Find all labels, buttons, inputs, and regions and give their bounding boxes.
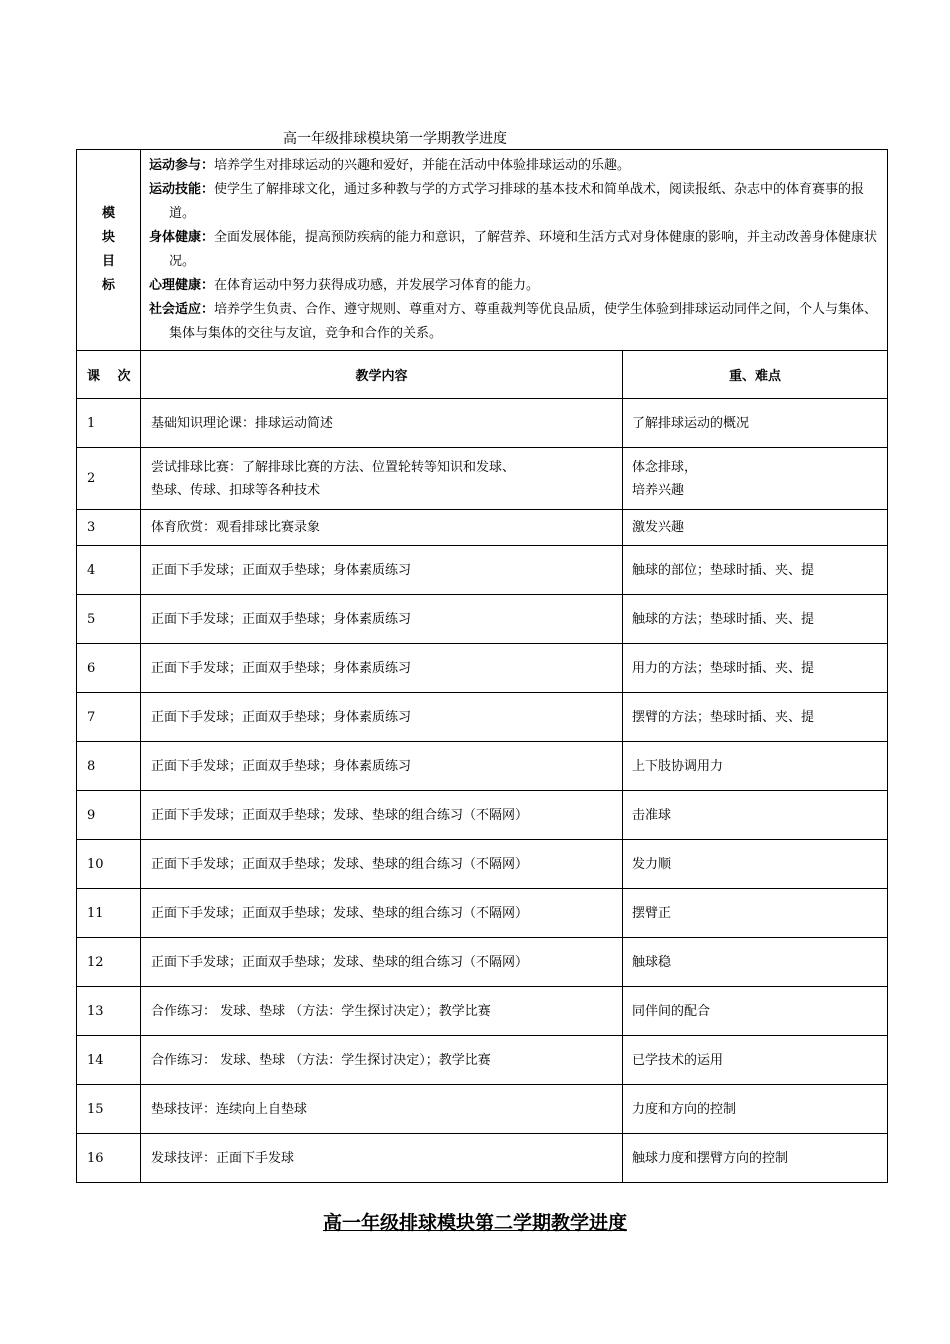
lesson-key-points: 力度和方向的控制 bbox=[623, 1085, 888, 1134]
lesson-key-points: 摆臂正 bbox=[623, 889, 888, 938]
lesson-key-points: 触球力度和摆臂方向的控制 bbox=[623, 1134, 888, 1183]
lesson-content: 正面下手发球；正面双手垫球；发球、垫球的组合练习（不隔网） bbox=[141, 840, 623, 889]
semester1-title: 高一年级排球模块第一学期教学进度 bbox=[283, 131, 507, 147]
lesson-number: 9 bbox=[77, 791, 141, 840]
lesson-key-points: 激发兴趣 bbox=[623, 510, 888, 546]
goal-label-char: 目 bbox=[101, 254, 115, 269]
lesson-number: 1 bbox=[77, 399, 141, 448]
lesson-number: 15 bbox=[77, 1085, 141, 1134]
goal-label: 运动参与： bbox=[149, 158, 215, 173]
lesson-key-points: 了解排球运动的概况 bbox=[623, 399, 888, 448]
goal-label-char: 块 bbox=[101, 230, 115, 245]
lesson-content: 正面下手发球；正面双手垫球；发球、垫球的组合练习（不隔网） bbox=[141, 791, 623, 840]
table-row bbox=[77, 840, 888, 889]
table-row bbox=[77, 399, 888, 448]
lesson-number: 11 bbox=[77, 889, 141, 938]
goal-text: 培养学生对排球运动的兴趣和爱好，并能在活动中体验排球运动的乐趣。 bbox=[214, 158, 631, 173]
lesson-key-points: 触球的方法；垫球时插、夹、提 bbox=[623, 595, 888, 644]
goal-label-char: 标 bbox=[101, 278, 115, 293]
goal-text: 使学生了解排球文化，通过多种教与学的方式学习排球的基本技术和简单战术，阅读报纸、杂志中的体育赛事的报道。 bbox=[169, 182, 865, 221]
lesson-number: 2 bbox=[77, 448, 141, 510]
lesson-content: 正面下手发球；正面双手垫球；发球、垫球的组合练习（不隔网） bbox=[141, 938, 623, 987]
goal-label: 心理健康： bbox=[149, 278, 215, 293]
lesson-key-points: 用力的方法；垫球时插、夹、提 bbox=[623, 644, 888, 693]
lesson-number: 8 bbox=[77, 742, 141, 791]
header-row bbox=[77, 351, 888, 399]
lesson-content: 正面下手发球；正面双手垫球；身体素质练习 bbox=[141, 546, 623, 595]
lesson-number: 5 bbox=[77, 595, 141, 644]
goal-item bbox=[149, 154, 881, 178]
goal-item bbox=[149, 274, 881, 298]
table-row bbox=[77, 595, 888, 644]
lesson-content: 正面下手发球；正面双手垫球；身体素质练习 bbox=[141, 644, 623, 693]
goal-label-char: 模 bbox=[101, 206, 115, 221]
lesson-key-points: 已学技术的运用 bbox=[623, 1036, 888, 1085]
module-goals-label bbox=[77, 150, 141, 351]
lesson-number: 12 bbox=[77, 938, 141, 987]
lesson-content: 合作练习： 发球、垫球 （方法：学生探讨决定）；教学比赛 bbox=[141, 1036, 623, 1085]
lesson-key-points: 同伴间的配合 bbox=[623, 987, 888, 1036]
lesson-number: 16 bbox=[77, 1134, 141, 1183]
lesson-content: 正面下手发球；正面双手垫球；发球、垫球的组合练习（不隔网） bbox=[141, 889, 623, 938]
table-row bbox=[77, 889, 888, 938]
goal-label: 运动技能： bbox=[149, 182, 215, 197]
schedule-table bbox=[76, 149, 888, 1183]
table-row bbox=[77, 644, 888, 693]
goal-label: 社会适应： bbox=[149, 302, 215, 317]
table-row bbox=[77, 742, 888, 791]
lesson-key-points: 上下肢协调用力 bbox=[623, 742, 888, 791]
lesson-content: 体育欣赏：观看排球比赛录象 bbox=[141, 510, 623, 546]
lesson-number: 4 bbox=[77, 546, 141, 595]
header-content: 教学内容 bbox=[141, 351, 623, 399]
goal-item bbox=[149, 298, 881, 346]
table-row bbox=[77, 448, 888, 510]
table-row bbox=[77, 791, 888, 840]
lesson-key-points: 体念排球， 培养兴趣 bbox=[623, 448, 888, 510]
lesson-content: 基础知识理论课：排球运动简述 bbox=[141, 399, 623, 448]
lesson-key-points: 触球的部位；垫球时插、夹、提 bbox=[623, 546, 888, 595]
lesson-content: 正面下手发球；正面双手垫球；身体素质练习 bbox=[141, 693, 623, 742]
goal-item bbox=[149, 178, 881, 226]
lesson-content: 合作练习： 发球、垫球 （方法：学生探讨决定）；教学比赛 bbox=[141, 987, 623, 1036]
table-row bbox=[77, 546, 888, 595]
lesson-number: 14 bbox=[77, 1036, 141, 1085]
lesson-content: 正面下手发球；正面双手垫球；身体素质练习 bbox=[141, 595, 623, 644]
lesson-content: 发球技评：正面下手发球 bbox=[141, 1134, 623, 1183]
lesson-number: 3 bbox=[77, 510, 141, 546]
module-goals-row bbox=[77, 150, 888, 351]
lesson-key-points: 击准球 bbox=[623, 791, 888, 840]
semester2-title-text: 高一年级排球模块第二学期教学进度 bbox=[322, 1212, 627, 1234]
table-row bbox=[77, 693, 888, 742]
lesson-content: 正面下手发球；正面双手垫球；身体素质练习 bbox=[141, 742, 623, 791]
header-lesson: 课 次 bbox=[77, 351, 141, 399]
table-row bbox=[77, 938, 888, 987]
lesson-number: 7 bbox=[77, 693, 141, 742]
goal-text: 在体育运动中努力获得成功感，并发展学习体育的能力。 bbox=[214, 278, 540, 293]
table-row bbox=[77, 1085, 888, 1134]
lesson-key-points: 发力顺 bbox=[623, 840, 888, 889]
goal-label: 身体健康： bbox=[149, 230, 215, 245]
lesson-content: 垫球技评：连续向上自垫球 bbox=[141, 1085, 623, 1134]
lesson-content: 尝试排球比赛：了解排球比赛的方法、位置轮转等知识和发球、 垫球、传球、扣球等各种技术 bbox=[141, 448, 623, 510]
lesson-number: 13 bbox=[77, 987, 141, 1036]
goal-text: 全面发展体能，提高预防疾病的能力和意识，了解营养、环境和生活方式对身体健康的影响，并主动改善身体健康状况。 bbox=[169, 230, 878, 269]
lesson-number: 6 bbox=[77, 644, 141, 693]
table-row bbox=[77, 1134, 888, 1183]
goal-text: 培养学生负责、合作、遵守规则、尊重对方、尊重裁判等优良品质，使学生体验到排球运动同伴之间，个人与集体、集体与集体的交往与友谊，竞争和合作的关系。 bbox=[169, 302, 878, 341]
module-goals-content bbox=[141, 150, 888, 351]
lesson-key-points: 摆臂的方法；垫球时插、夹、提 bbox=[623, 693, 888, 742]
lesson-key-points: 触球稳 bbox=[623, 938, 888, 987]
goal-item bbox=[149, 226, 881, 274]
semester2-title bbox=[0, 1208, 950, 1235]
table-row bbox=[77, 510, 888, 546]
table-row bbox=[77, 1036, 888, 1085]
lesson-number: 10 bbox=[77, 840, 141, 889]
header-key-points: 重、难点 bbox=[623, 351, 888, 399]
table-row bbox=[77, 987, 888, 1036]
